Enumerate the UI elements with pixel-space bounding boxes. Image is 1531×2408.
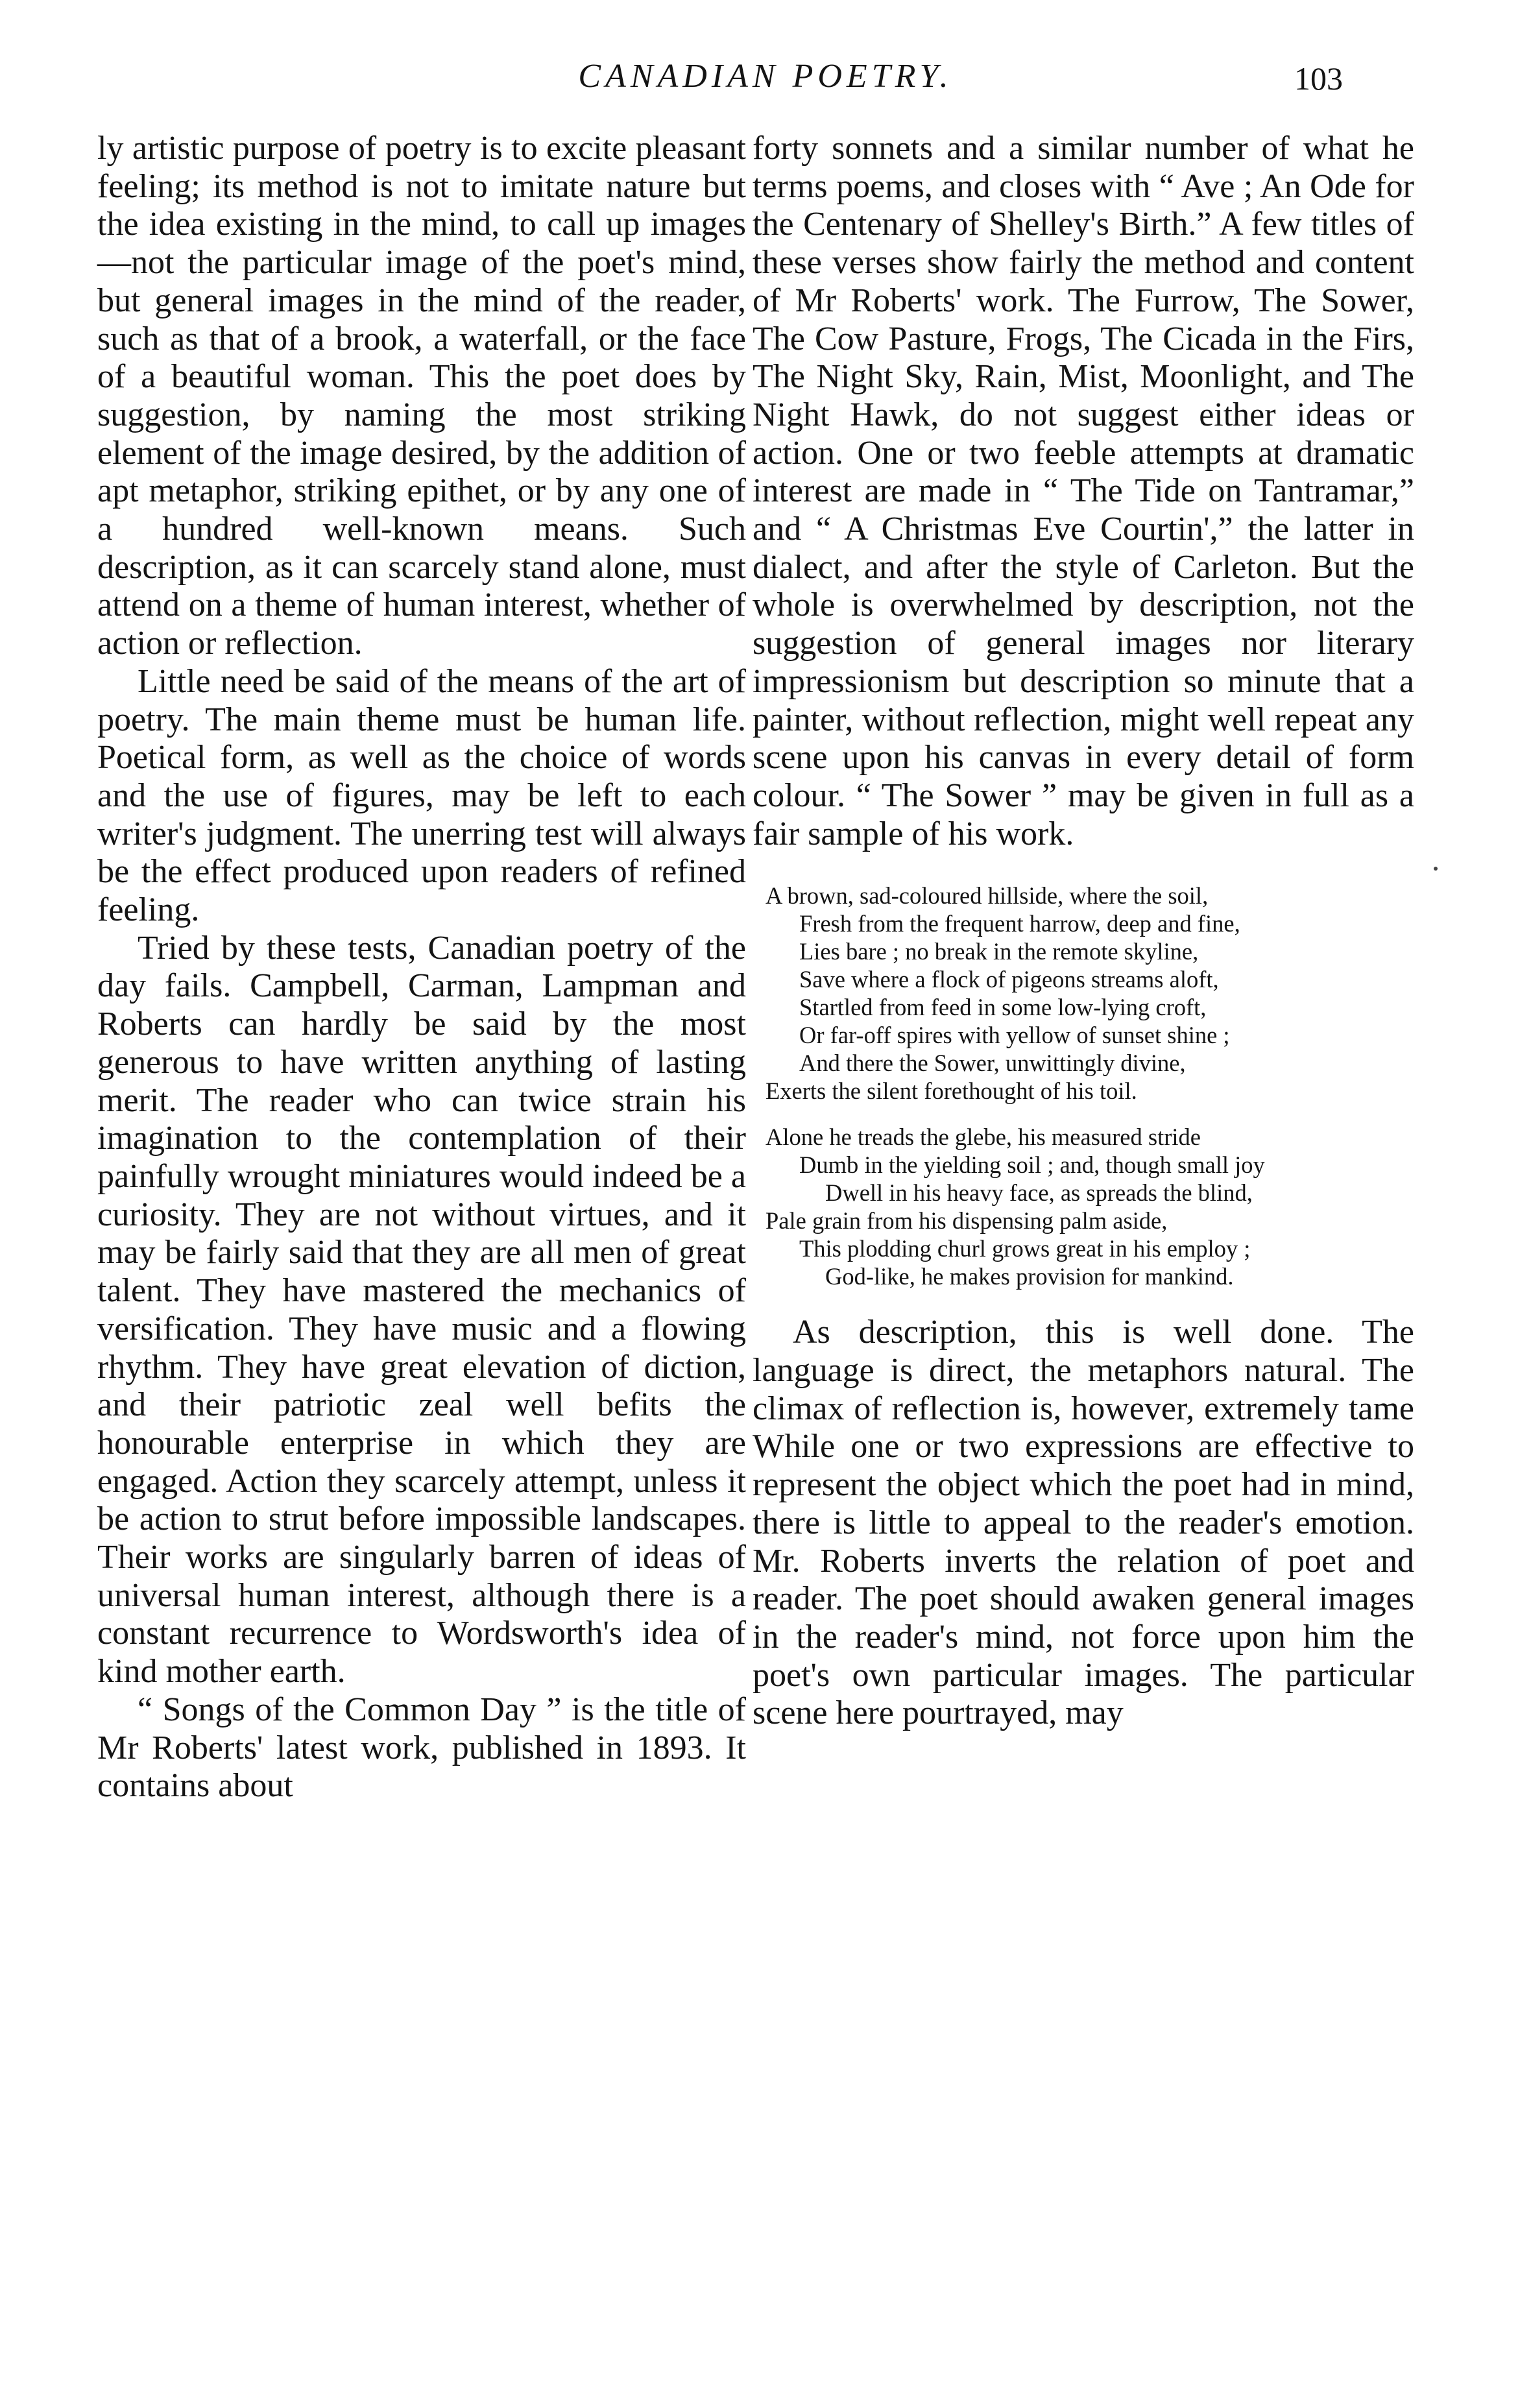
running-title: CANADIAN POETRY. [578, 58, 953, 95]
poem-line: Dwell in his heavy face, as spreads the blind, [825, 1179, 1253, 1207]
paragraph-roberts-work: forty sonnets and a similar number of what he terms poems, and closes with “ Ave ; An Ode for the Centenary of Shelley's Birth.” A few titles of these verses show fairly the method and content of Mr Roberts' work. The Furrow, The Sower, The Cow Pasture, Frogs, The Cicada in the Firs, The Night Sky, Rain, Mist, Moonlight, and The Night Hawk, do not suggest either ideas or action. One or two feeble attempts at dramatic interest are made in “ The Tide on Tantramar,” and “ A Christmas Eve Courtin',” the latter in dialect, and after the style of Carleton. But the whole is overwhelmed by description, not the suggestion of general images nor literary impressionism but description so minute that a painter, without reflection, might well repeat any scene upon his canvas in every detail of form colour. “ The Sower ” may be given in full as a fair sample of his work. [753, 130, 1414, 852]
right-column [753, 130, 1414, 1733]
poem-line: Save where a flock of pigeons streams aloft, [799, 966, 1219, 993]
poem-line: Dumb in the yielding soil ; and, though small joy [799, 1151, 1265, 1179]
paragraph-continuation: ly artistic purpose of poetry is to excite pleasant feeling; its method is not to imitate nature but the idea existing in the mind, to call up images—not the particular image of the poet's mind, but general images in the mind of the reader, such as that of a brook, a waterfall, or the face of a beautiful woman. This the poet does by suggestion, by naming the most striking element of the image desired, by the addition of apt metaphor, striking epithet, or by any one of a hundred well-known means. Such description, as it can scarcely stand alone, must attend on a theme of human interest, whether of action or reflection. [97, 130, 746, 662]
left-column [97, 130, 746, 1805]
ink-dot-mark [1434, 867, 1438, 871]
poem-line: This plodding churl grows great in his employ ; [799, 1235, 1251, 1262]
poem-line: Startled from feed in some low-lying croft, [799, 994, 1207, 1021]
poem-line: God-like, he makes provision for mankind. [825, 1263, 1234, 1290]
poem-stanza [766, 882, 1414, 1105]
paragraph-as-description: As description, this is well done. The language is direct, the metaphors natural. The climax of reflection is, however, extremely tame While one or two expressions are effective to represent the object which the poet had in mind, there is little to appeal to the reader's emotion. Mr. Roberts inverts the relation of poet and reader. The poet should awaken general images in the reader's mind, not force upon him the poet's own particular images. The particular scene here pourtrayed, may [753, 1314, 1414, 1732]
poem-line: A brown, sad-coloured hillside, where the soil, [766, 882, 1209, 909]
poem-line: And there the Sower, unwittingly divine, [799, 1050, 1186, 1077]
poem-line: Exerts the silent forethought of his toil. [766, 1078, 1137, 1105]
running-head [0, 57, 1531, 109]
poem-line: Fresh from the frequent harrow, deep and fine, [799, 910, 1240, 937]
poem-line: Pale grain from his dispensing palm aside, [766, 1207, 1168, 1234]
poem-the-sower [766, 882, 1414, 1290]
poem-line: Lies bare ; no break in the remote skyline, [799, 938, 1199, 965]
paragraph-songs-of-common-day: “ Songs of the Common Day ” is the title of Mr Roberts' latest work, published in 1893. It contains about [97, 1691, 746, 1805]
page-number: 103 [1294, 60, 1343, 97]
poem-line: Alone he treads the glebe, his measured stride [766, 1124, 1201, 1151]
paragraph-means-of-poetry: Little need be said of the means of the art of poetry. The main theme must be human life. Poetical form, as well as the choice of words and the use of figures, may be left to each writer's judgment. The unerring test will always be the effect produced upon readers of refined feeling. [97, 662, 746, 929]
paragraph-canadian-poetry-fails: Tried by these tests, Canadian poetry of the day fails. Campbell, Carman, Lampman and Roberts can hardly be said by the most generous to have written anything of lasting merit. The reader who can twice strain his imagination to the contemplation of their painfully wrought miniatures would indeed be a curiosity. They are not without virtues, and it may be fairly said that they are all men of great talent. They have mastered the mechanics of versification. They have music and a flowing rhythm. They have great elevation of diction, and their patriotic zeal well befits the honourable enterprise in which they are engaged. Action they scarcely attempt, unless it be action to strut before impossible landscapes. Their works are singularly barren of ideas of universal human interest, although there is a constant recurrence to Wordsworth's idea of kind mother earth. [97, 929, 746, 1691]
poem-stanza [766, 1123, 1414, 1290]
poem-line: Or far-off spires with yellow of sunset shine ; [799, 1022, 1230, 1049]
